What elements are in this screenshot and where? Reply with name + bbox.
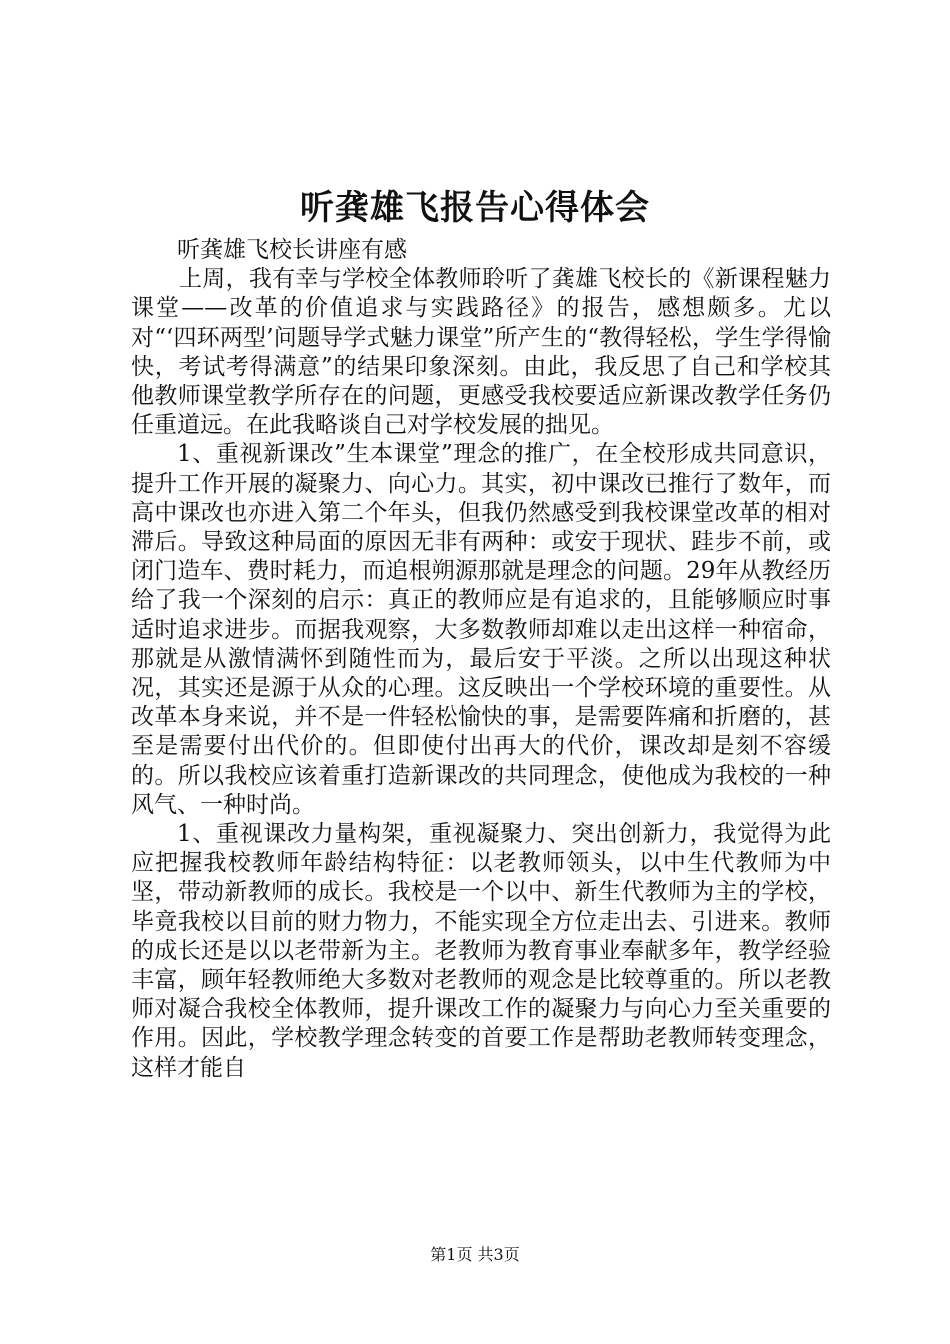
paragraph-1: 上周，我有幸与学校全体教师聆听了龚雄飞校长的《新课程魅力课堂——改革的价值追求与实践路径》的报告，感想颇多。尤以对“‘四环两型’问题导学式魅力课堂”所产生的“教得轻松，学生学得愉快，考试考得满意”的结果印象深刻。由此，我反思了自己和学校其他教师课堂教学所存在的问题，更感受我校要适应新课改教学任务仍任重道远。在此我略谈自己对学校发展的拙见。 (131, 266, 831, 439)
paragraph-3: 1、重视课改力量构架，重视凝聚力、突出创新力，我觉得为此应把握我校教师年龄结构特征：以老教师领头，以中生代教师为中坚，带动新教师的成长。我校是一个以中、新生代教师为主的学校，毕竟我校以目前的财力物力，不能实现全方位走出去、引进来。教师的成长还是以以老带新为主。老教师为教育事业奉献多年，教学经验丰富，顾年轻教师绝大多数对老教师的观念是比较尊重的。所以老教师对凝合我校全体教师，提升课改工作的凝聚力与向心力至关重要的作用。因此，学校教学理念转变的首要工作是帮助老教师转变理念，这样才能自 (131, 821, 831, 1081)
document-title: 听龚雄飞报告心得体会 (300, 188, 650, 228)
document-body (131, 236, 831, 1083)
paragraph-2: 1、重视新课改”生本课堂”理念的推广，在全校形成共同意识，提升工作开展的凝聚力、向心力。其实，初中课改已推行了数年，而高中课改也亦进入第二个年头，但我仍然感受到我校课堂改革的相对滞后。导致这种局面的原因无非有两种：或安于现状、跬步不前，或闭门造车、费时耗力，而追根朔源那就是理念的问题。29年从教经历给了我一个深刻的启示：真正的教师应是有追求的，且能够顺应时事适时追求进步。而据我观察，大多数教师却难以走出这样一种宿命，那就是从激情满怀到随性而为，最后安于平淡。之所以出现这种状况，其实还是源于从众的心理。这反映出一个学校环境的重要性。从改革本身来说，并不是一件轻松愉快的事，是需要阵痛和折磨的，甚至是需要付出代价的。但即使付出再大的代价，课改却是刻不容缓的。所以我校应该着重打造新课改的共同理念，使他成为我校的一种风气、一种时尚。 (131, 441, 831, 818)
document-subtitle: 听龚雄飞校长讲座有感 (177, 237, 407, 263)
page-number-footer: 第1页 共3页 (430, 1245, 520, 1264)
